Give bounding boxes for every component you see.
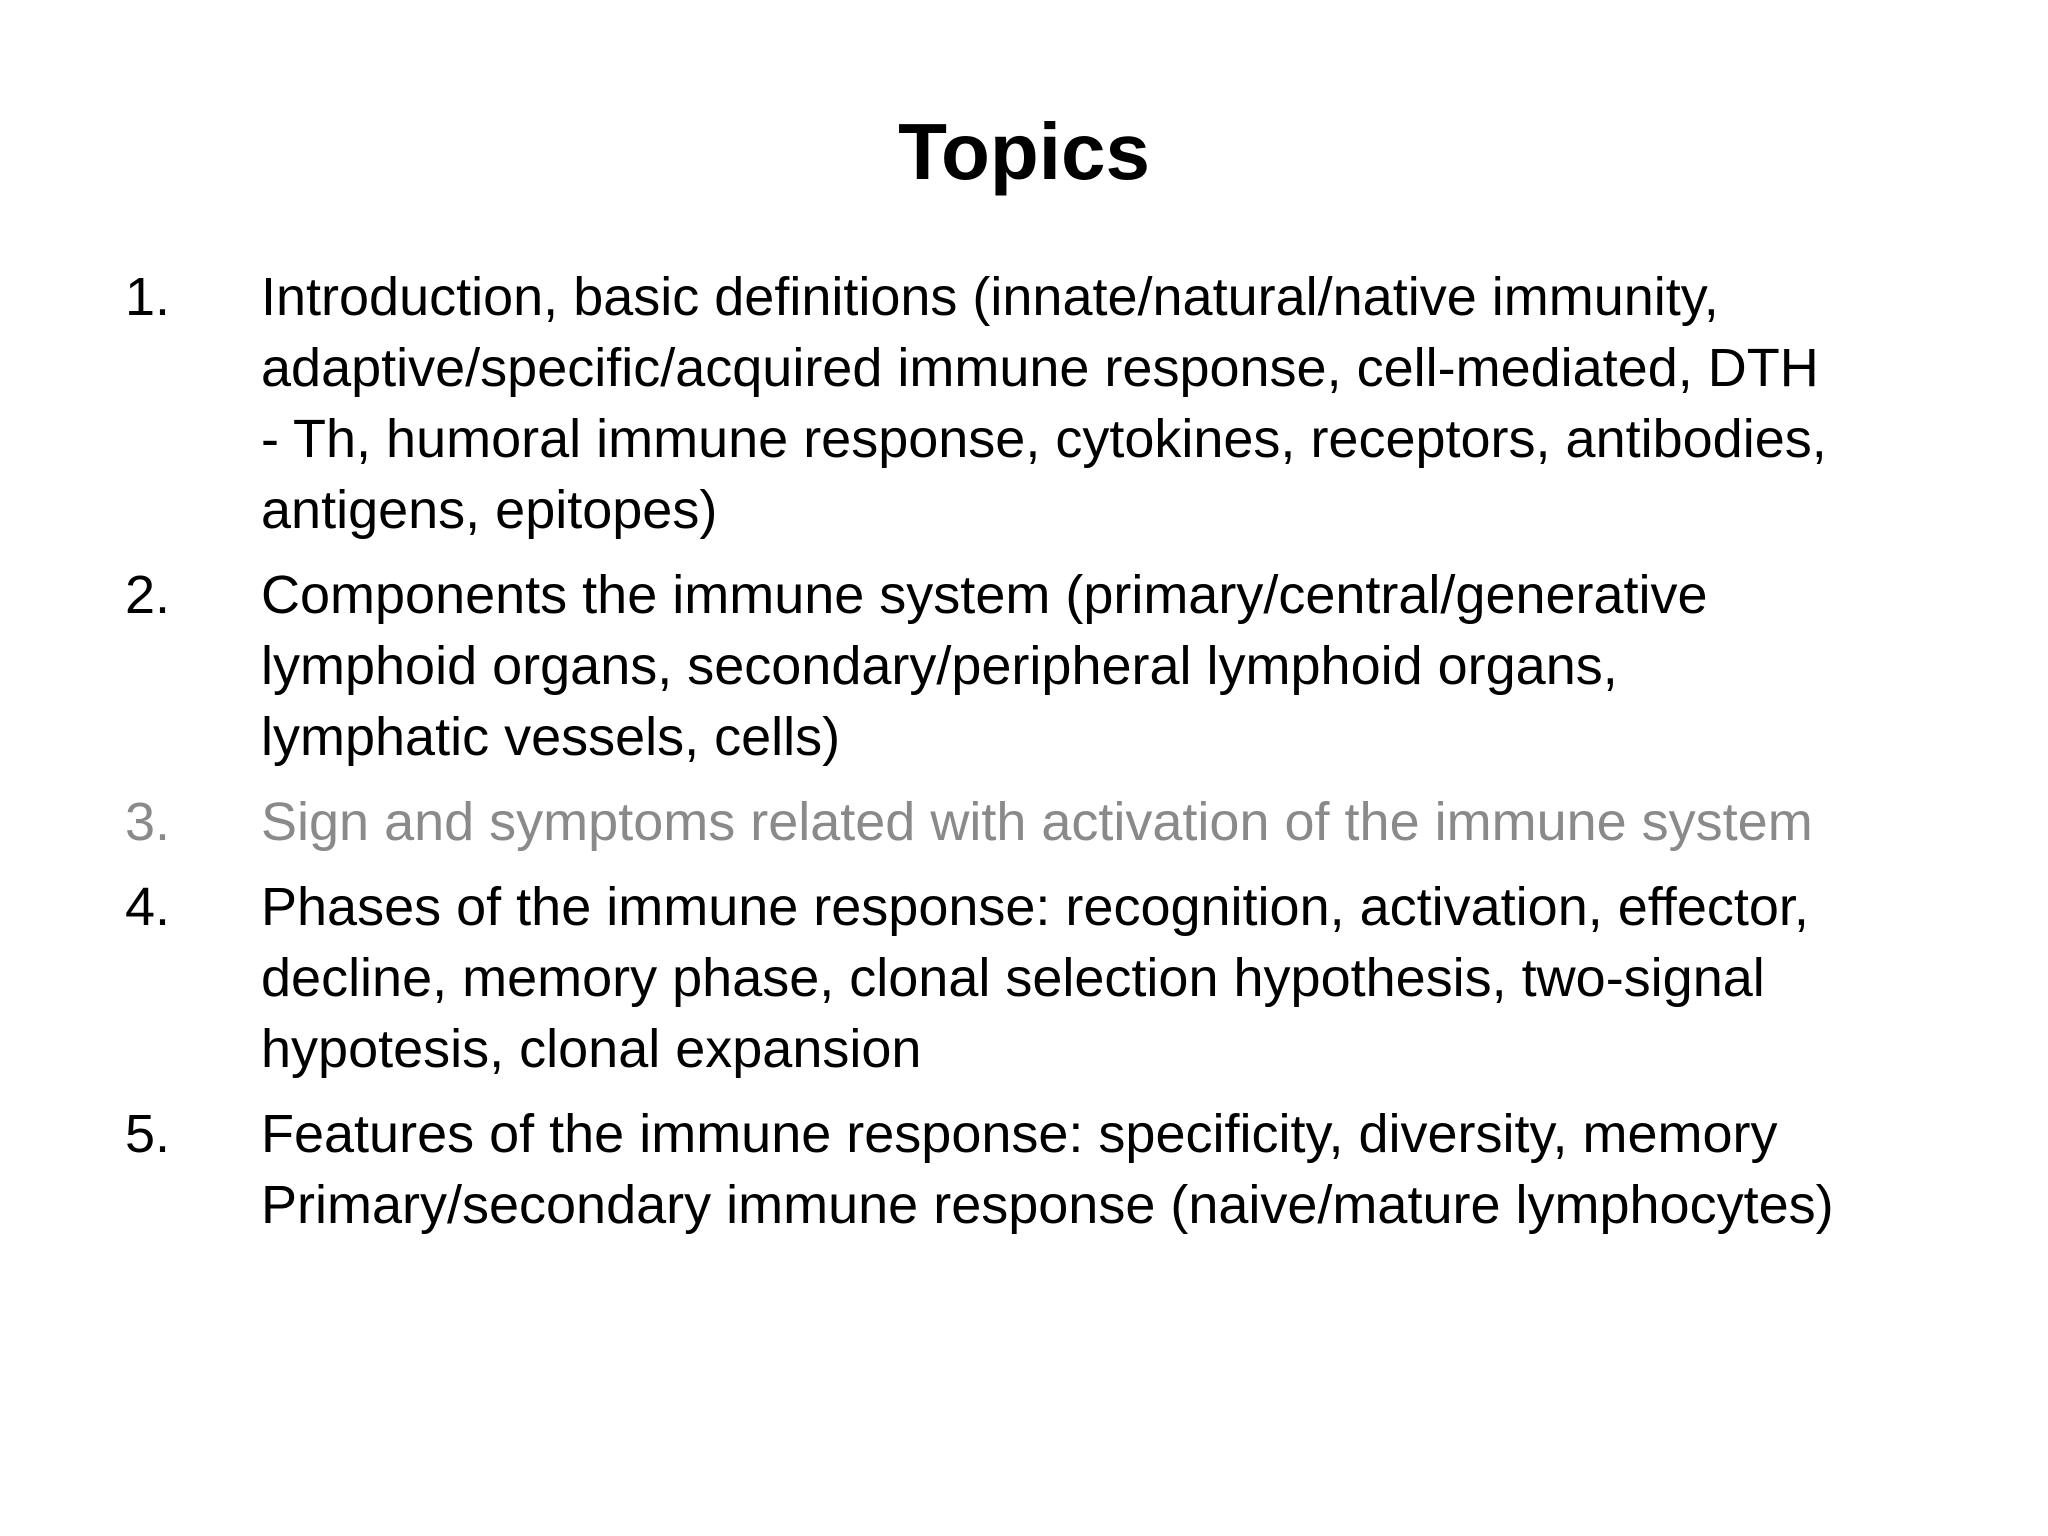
topic-text: Features of the immune response: specificity, diversity, memory Primary/secondary immune response (naive/mature lymphocytes) [261,1104,1834,1235]
topics-list [125,262,1985,1255]
topic-text: Phases of the immune response: recognition, activation, effector, decline, memory phase, clonal selection hypothesis, two-signal hypotesis, clonal expansion [261,877,1809,1079]
topic-text: Components the immune system (primary/central/generative lymphoid organs, secondary/peripheral lymphoid organs, lymphatic vessels, cells) [261,565,1708,767]
slide-title: Topics [898,107,1150,196]
topic-item-1 [125,262,1985,546]
topic-number: 5. [125,1104,171,1164]
topic-number: 1. [125,267,171,327]
topic-item-2 [125,560,1985,773]
topic-item-3 [125,787,1985,858]
topic-item-5 [125,1099,1985,1241]
topic-item-4 [125,872,1985,1085]
topic-number: 4. [125,877,171,937]
topic-number: 2. [125,565,171,625]
topic-text: Introduction, basic definitions (innate/natural/native immunity, adaptive/specific/acquired immune response, cell-mediated, DTH - Th, humoral immune response, cytokines, receptors, antibodies, antigens, epitopes) [261,267,1827,540]
topic-text: Sign and symptoms related with activation of the immune system [261,792,1813,852]
topic-number: 3. [125,792,171,852]
